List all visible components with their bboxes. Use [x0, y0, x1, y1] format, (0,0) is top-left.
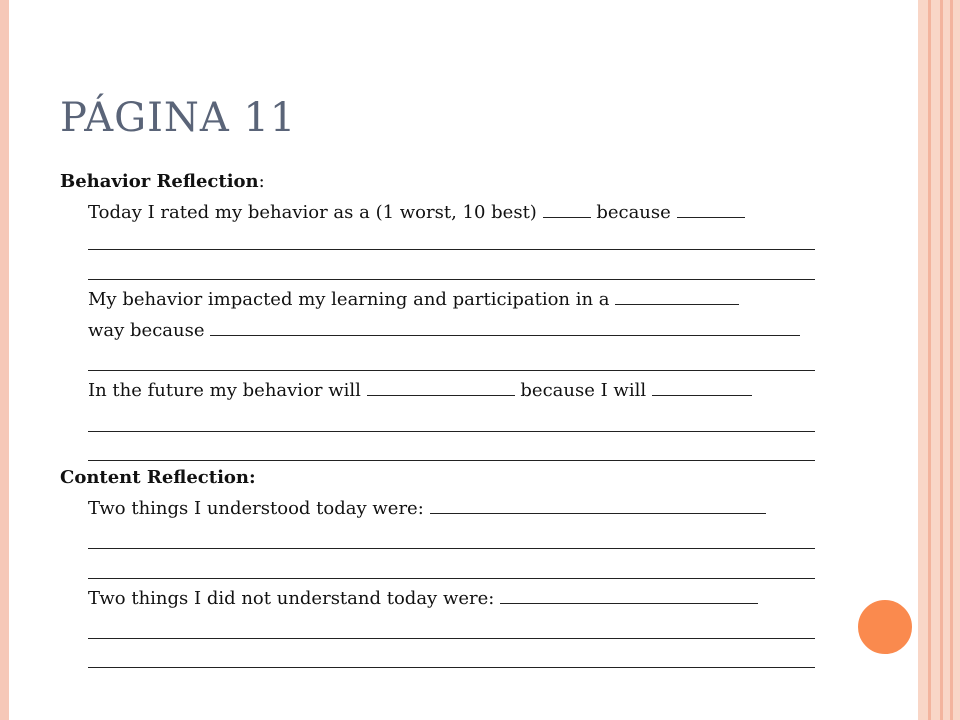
content-q1-text: Two things I understood today were: [88, 498, 424, 519]
answer-line[interactable] [88, 279, 815, 280]
way-because-blank[interactable] [210, 320, 800, 336]
impact-blank[interactable] [615, 289, 739, 305]
understood-blank[interactable] [430, 498, 766, 514]
border-stripe [928, 0, 931, 720]
behavior-q2-text-b: way because [88, 320, 205, 341]
behavior-question-3 [88, 380, 752, 401]
answer-line[interactable] [88, 638, 815, 639]
answer-line[interactable] [88, 370, 815, 371]
accent-circle [856, 598, 914, 656]
answer-line[interactable] [88, 548, 815, 549]
behavior-q1-text-b: because [596, 202, 671, 223]
not-understood-blank[interactable] [500, 588, 758, 604]
border-stripe [950, 0, 953, 720]
content-question-1 [88, 498, 766, 519]
right-border-decoration [918, 0, 960, 720]
answer-line[interactable] [88, 667, 815, 668]
answer-line[interactable] [88, 460, 815, 461]
answer-line[interactable] [88, 431, 815, 432]
left-border-decoration [0, 0, 9, 720]
content-question-2 [88, 588, 758, 609]
behavior-label-colon: : [258, 171, 265, 192]
behavior-q3-text-b: because I will [520, 380, 647, 401]
content-section-label: Content Reflection: [60, 467, 256, 488]
behavior-question-1 [88, 202, 745, 223]
behavior-q1-text-a: Today I rated my behavior as a (1 worst, 10 best) [88, 202, 537, 223]
behavior-section-label [60, 171, 265, 192]
rating-blank[interactable] [543, 202, 591, 218]
behavior-label-text: Behavior Reflection [60, 171, 259, 192]
future-blank[interactable] [367, 380, 515, 396]
answer-line[interactable] [88, 249, 815, 250]
behavior-q2-text-a: My behavior impacted my learning and participation in a [88, 289, 610, 310]
content-q2-text: Two things I did not understand today were: [88, 588, 495, 609]
behavior-question-2-cont [88, 320, 800, 341]
behavior-question-2 [88, 289, 739, 310]
answer-line[interactable] [88, 578, 815, 579]
because-blank[interactable] [677, 202, 745, 218]
i-will-blank[interactable] [652, 380, 752, 396]
border-stripe [940, 0, 943, 720]
page-title: PÁGINA 11 [60, 95, 297, 141]
behavior-q3-text-a: In the future my behavior will [88, 380, 361, 401]
